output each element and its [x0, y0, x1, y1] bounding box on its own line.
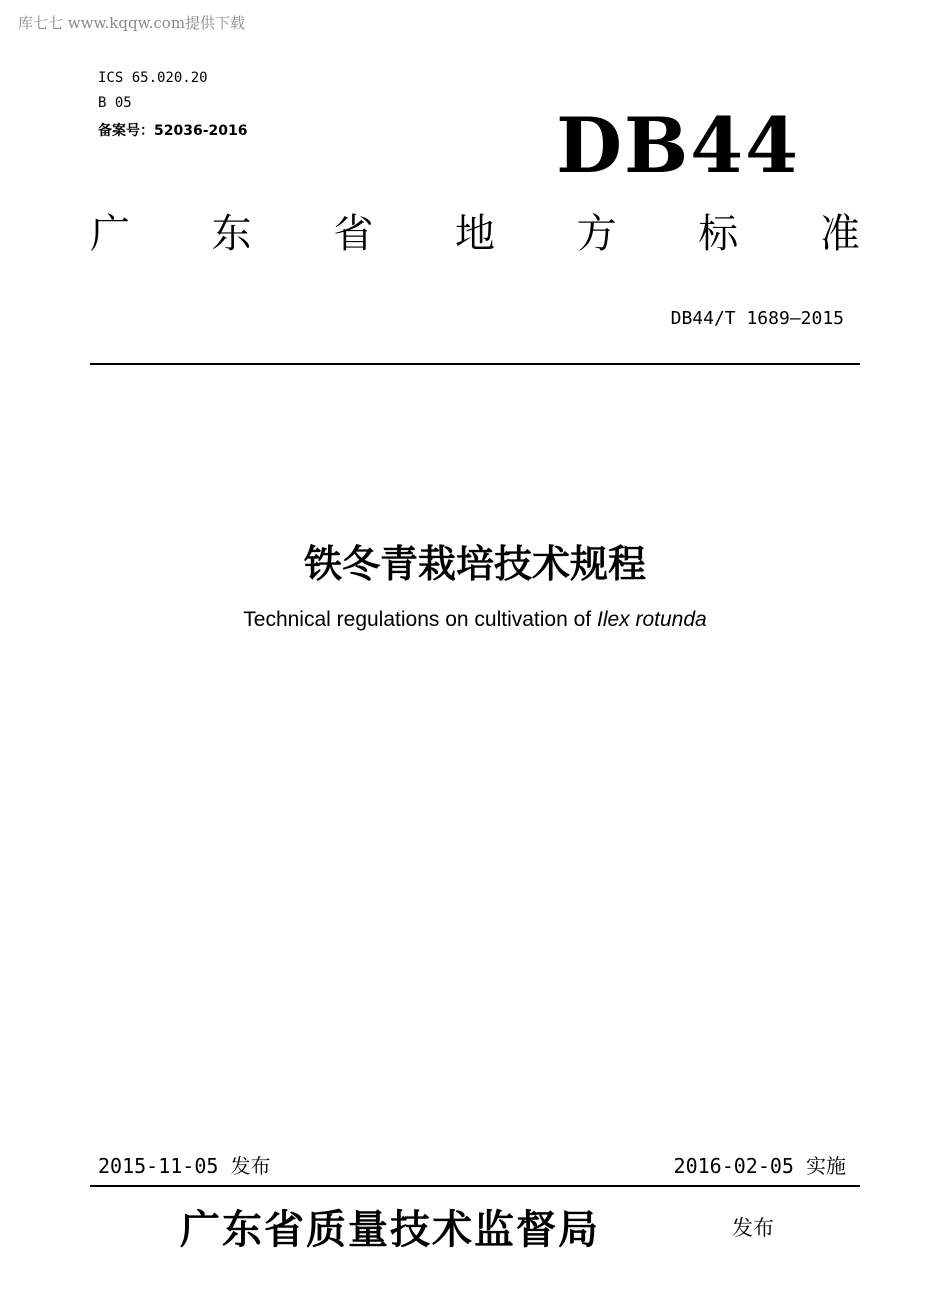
standard-category-char: 东	[211, 211, 252, 257]
standard-category-char: 省	[333, 211, 374, 257]
standard-category-char: 准	[819, 211, 860, 257]
publish-date: 2015-11-05 发布	[98, 1154, 271, 1178]
ics-code: ICS 65.020.20	[98, 70, 208, 86]
title-chinese: 铁冬青栽培技术规程	[303, 542, 646, 586]
title-english-species: Ilex rotunda	[596, 608, 707, 631]
issuer-action: 发布	[732, 1216, 774, 1240]
filing-number: 备案号：52036-2016	[98, 123, 248, 139]
standard-category	[90, 211, 860, 257]
standard-category-char: 方	[576, 211, 617, 257]
header-divider	[90, 363, 860, 365]
db-mark: DB44	[556, 101, 800, 190]
standard-category-char: 标	[698, 211, 739, 257]
title-english-prefix: Technical regulations on cultivation of	[243, 608, 597, 631]
footer-divider	[90, 1185, 860, 1187]
standard-category-char: 广	[90, 211, 130, 257]
standard-category-char: 地	[454, 211, 495, 257]
implement-date: 2016-02-05 实施	[673, 1154, 846, 1178]
ccs-code: B 05	[98, 95, 132, 111]
standard-code: DB44/T 1689—2015	[670, 308, 844, 329]
title-english	[0, 608, 950, 632]
watermark-text: 库七七 www.kqqw.com提供下载	[18, 14, 246, 32]
issuer-name: 广东省质量技术监督局	[180, 1206, 600, 1253]
